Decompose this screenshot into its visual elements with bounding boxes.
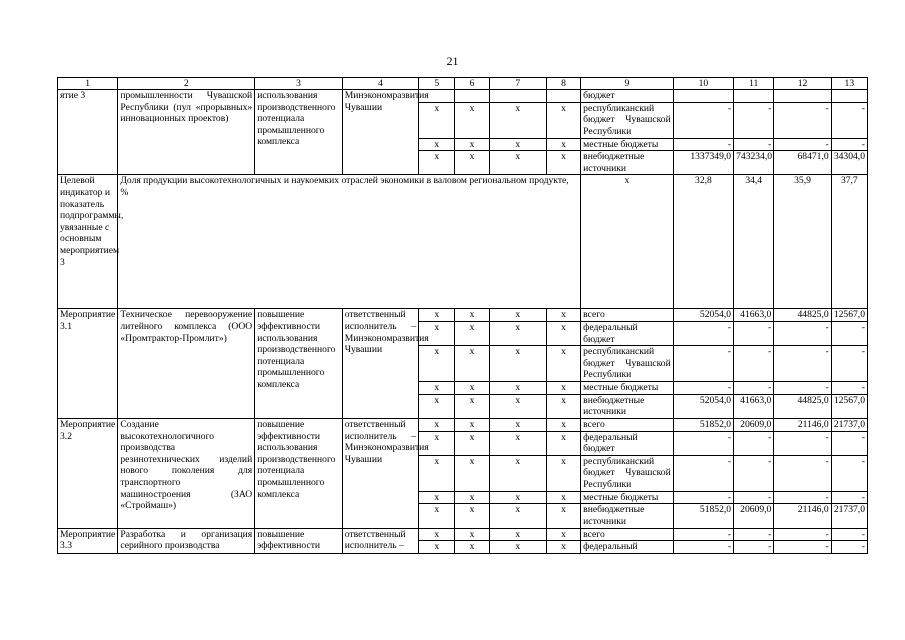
funding-source: всего bbox=[581, 418, 674, 431]
x-cell: x bbox=[455, 491, 489, 504]
value-year-1: 52054,0 bbox=[673, 394, 733, 418]
activity-executor: Минэкономразвития Чувашии bbox=[342, 90, 418, 175]
funding-source: всего bbox=[581, 309, 674, 322]
x-cell: x bbox=[419, 491, 455, 504]
value-year-3: - bbox=[774, 455, 831, 491]
value-year-1: - bbox=[673, 528, 733, 541]
value-year-4: 21737,0 bbox=[831, 418, 867, 431]
funding-source: федеральный бюджет bbox=[581, 321, 674, 345]
value-year-2: - bbox=[734, 491, 774, 504]
x-cell: x bbox=[455, 346, 489, 382]
funding-source: федеральный bbox=[581, 541, 674, 554]
column-number-4: 4 bbox=[342, 78, 418, 90]
value-year-1: - bbox=[673, 138, 733, 151]
value-year-4: - bbox=[831, 491, 867, 504]
activity-label: Мероприятие 3.1 bbox=[58, 309, 118, 419]
value-year-3: - bbox=[774, 138, 831, 151]
x-cell: x bbox=[546, 346, 580, 382]
value-year-3: - bbox=[774, 346, 831, 382]
header-row bbox=[58, 78, 868, 90]
value-year-3: - bbox=[774, 382, 831, 395]
x-cell: x bbox=[489, 382, 546, 395]
activity-goal: повышение эффективности использования производственного потенциала промышленного комплекса bbox=[255, 309, 343, 419]
value-year-2: - bbox=[734, 138, 774, 151]
x-cell: x bbox=[455, 504, 489, 528]
activity-goal: использования производственного потенциала промышленного комплекса bbox=[255, 90, 343, 175]
value-year-3: - bbox=[774, 431, 831, 455]
funding-source: местные бюджеты bbox=[581, 382, 674, 395]
value-year-2: - bbox=[734, 431, 774, 455]
x-cell: x bbox=[455, 138, 489, 151]
value-year-1: 1337349,0 bbox=[673, 151, 733, 175]
funding-source: федеральный бюджет bbox=[581, 431, 674, 455]
value-year-2: - bbox=[734, 455, 774, 491]
x-cell: x bbox=[489, 528, 546, 541]
x-cell: x bbox=[489, 455, 546, 491]
table-row bbox=[58, 418, 868, 431]
x-cell: x bbox=[489, 346, 546, 382]
value-year-1 bbox=[673, 90, 733, 103]
value-year-1: 51852,0 bbox=[673, 418, 733, 431]
x-cell: x bbox=[419, 455, 455, 491]
value-year-4: 34304,0 bbox=[831, 151, 867, 175]
value-year-4: - bbox=[831, 346, 867, 382]
value-year-3: - bbox=[774, 491, 831, 504]
x-cell: x bbox=[419, 151, 455, 175]
x-cell: x bbox=[489, 309, 546, 322]
value-year-4: - bbox=[831, 528, 867, 541]
value-year-4: 12567,0 bbox=[831, 394, 867, 418]
column-number-7: 7 bbox=[489, 78, 546, 90]
value-year-2: 20609,0 bbox=[734, 418, 774, 431]
funding-source: республиканский бюджет Чувашской Республики bbox=[581, 346, 674, 382]
x-cell: x bbox=[419, 431, 455, 455]
value-year-2 bbox=[734, 90, 774, 103]
x-cell: x bbox=[419, 382, 455, 395]
column-number-8: 8 bbox=[546, 78, 580, 90]
x-cell: x bbox=[455, 321, 489, 345]
x-cell: x bbox=[455, 418, 489, 431]
value-year-3: 21146,0 bbox=[774, 418, 831, 431]
value-year-2: 743234,0 bbox=[734, 151, 774, 175]
x-cell: x bbox=[546, 138, 580, 151]
funding-source: местные бюджеты bbox=[581, 491, 674, 504]
x-cell: x bbox=[489, 418, 546, 431]
x-cell bbox=[546, 90, 580, 103]
value-year-2: - bbox=[734, 541, 774, 554]
value-year-1: - bbox=[673, 491, 733, 504]
x-cell: x bbox=[546, 418, 580, 431]
funding-source: местные бюджеты bbox=[581, 138, 674, 151]
column-number-1: 1 bbox=[58, 78, 118, 90]
column-number-9: 9 bbox=[581, 78, 674, 90]
x-cell: x bbox=[419, 541, 455, 554]
value-year-3 bbox=[774, 90, 831, 103]
activity-name: Техническое перевооружение литейного комплекса (ООО «Промтрактор-Промлит») bbox=[118, 309, 255, 419]
activity-executor: ответственный исполнитель – Минэкономразвития Чувашии bbox=[342, 309, 418, 419]
value-year-2: - bbox=[734, 382, 774, 395]
x-cell: x bbox=[455, 455, 489, 491]
x-cell: x bbox=[546, 491, 580, 504]
funding-source: внебюджетные источники bbox=[581, 504, 674, 528]
x-cell: x bbox=[455, 102, 489, 138]
x-cell: x bbox=[419, 102, 455, 138]
value-year-3: - bbox=[774, 321, 831, 345]
x-cell: x bbox=[489, 321, 546, 345]
value-year-2: - bbox=[734, 528, 774, 541]
x-cell: x bbox=[546, 528, 580, 541]
value-year-2: - bbox=[734, 346, 774, 382]
x-cell: x bbox=[546, 431, 580, 455]
value-year-1: 52054,0 bbox=[673, 309, 733, 322]
value-year-4: - bbox=[831, 541, 867, 554]
target-value-4: 37,7 bbox=[831, 175, 867, 309]
value-year-2: 20609,0 bbox=[734, 504, 774, 528]
value-year-4: - bbox=[831, 431, 867, 455]
funding-source: внебюджетные источники bbox=[581, 394, 674, 418]
target-value-3: 35,9 bbox=[774, 175, 831, 309]
x-cell: x bbox=[546, 382, 580, 395]
x-cell: x bbox=[489, 102, 546, 138]
activity-name: промышленности Чувашской Республики (пул «прорывных» инновационных проектов) bbox=[118, 90, 255, 175]
value-year-3: - bbox=[774, 541, 831, 554]
value-year-3: 21146,0 bbox=[774, 504, 831, 528]
activity-label: Мероприятие 3.3 bbox=[58, 528, 118, 553]
value-year-1: 51852,0 bbox=[673, 504, 733, 528]
x-cell: x bbox=[455, 528, 489, 541]
x-cell: x bbox=[455, 394, 489, 418]
x-cell: x bbox=[419, 504, 455, 528]
activity-goal: повышение эффективности использования производственного потенциала промышленного комплекса bbox=[255, 418, 343, 528]
x-cell: x bbox=[489, 138, 546, 151]
x-cell: x bbox=[489, 491, 546, 504]
value-year-4: - bbox=[831, 382, 867, 395]
column-number-5: 5 bbox=[419, 78, 455, 90]
value-year-4: - bbox=[831, 321, 867, 345]
x-cell: x bbox=[489, 394, 546, 418]
page-number: 21 bbox=[446, 54, 459, 68]
funding-source: внебюджетные источники bbox=[581, 151, 674, 175]
activity-executor: ответственный исполнитель – bbox=[342, 528, 418, 553]
x-cell: x bbox=[419, 321, 455, 345]
value-year-3: 44825,0 bbox=[774, 309, 831, 322]
x-cell bbox=[455, 90, 489, 103]
x-cell: x bbox=[489, 431, 546, 455]
x-cell: x bbox=[546, 309, 580, 322]
x-cell: x bbox=[455, 431, 489, 455]
value-year-4: - bbox=[831, 455, 867, 491]
target-indicator-description: Доля продукции высокотехнологичных и наукоемких отраслей экономики в валовом региональном продукте, % bbox=[118, 175, 581, 309]
x-cell: x bbox=[581, 175, 674, 309]
x-cell: x bbox=[489, 504, 546, 528]
value-year-2: - bbox=[734, 102, 774, 138]
value-year-2: - bbox=[734, 321, 774, 345]
table-row bbox=[58, 309, 868, 322]
value-year-1: - bbox=[673, 382, 733, 395]
table-row bbox=[58, 90, 868, 103]
x-cell: x bbox=[546, 321, 580, 345]
value-year-1: - bbox=[673, 541, 733, 554]
x-cell: x bbox=[455, 151, 489, 175]
column-number-11: 11 bbox=[734, 78, 774, 90]
x-cell bbox=[489, 90, 546, 103]
activity-name: Разработка и организация серийного производства bbox=[118, 528, 255, 553]
x-cell: x bbox=[546, 455, 580, 491]
x-cell: x bbox=[419, 138, 455, 151]
x-cell: x bbox=[455, 541, 489, 554]
value-year-4: - bbox=[831, 138, 867, 151]
funding-source: республиканский бюджет Чувашской Республики bbox=[581, 102, 674, 138]
x-cell: x bbox=[489, 151, 546, 175]
x-cell: x bbox=[419, 394, 455, 418]
x-cell: x bbox=[419, 418, 455, 431]
program-table bbox=[57, 77, 868, 554]
value-year-1: - bbox=[673, 455, 733, 491]
activity-label: ятие 3 bbox=[58, 90, 118, 175]
activity-name: Создание высокотехнологичного производства резинотехнических изделий нового поколения для транспортного машиностроения (ЗАО «Строймаш») bbox=[118, 418, 255, 528]
x-cell: x bbox=[546, 541, 580, 554]
x-cell: x bbox=[489, 541, 546, 554]
x-cell: x bbox=[419, 528, 455, 541]
column-number-12: 12 bbox=[774, 78, 831, 90]
activity-label: Мероприятие 3.2 bbox=[58, 418, 118, 528]
target-value-2: 34,4 bbox=[734, 175, 774, 309]
column-number-10: 10 bbox=[673, 78, 733, 90]
funding-source: бюджет bbox=[581, 90, 674, 103]
value-year-3: 68471,0 bbox=[774, 151, 831, 175]
value-year-1: - bbox=[673, 321, 733, 345]
x-cell: x bbox=[546, 151, 580, 175]
value-year-2: 41663,0 bbox=[734, 309, 774, 322]
value-year-2: 41663,0 bbox=[734, 394, 774, 418]
funding-source: республиканский бюджет Чувашской Республики bbox=[581, 455, 674, 491]
value-year-1: - bbox=[673, 431, 733, 455]
target-indicator-row bbox=[58, 175, 868, 309]
value-year-3: 44825,0 bbox=[774, 394, 831, 418]
value-year-3: - bbox=[774, 528, 831, 541]
value-year-3: - bbox=[774, 102, 831, 138]
column-number-13: 13 bbox=[831, 78, 867, 90]
x-cell: x bbox=[546, 504, 580, 528]
value-year-4 bbox=[831, 90, 867, 103]
column-number-2: 2 bbox=[118, 78, 255, 90]
x-cell: x bbox=[455, 382, 489, 395]
value-year-4: - bbox=[831, 102, 867, 138]
x-cell: x bbox=[546, 102, 580, 138]
x-cell: x bbox=[455, 309, 489, 322]
target-value-1: 32,8 bbox=[673, 175, 733, 309]
x-cell: x bbox=[546, 394, 580, 418]
value-year-4: 21737,0 bbox=[831, 504, 867, 528]
activity-executor: ответственный исполнитель – Минэкономразвития Чувашии bbox=[342, 418, 418, 528]
value-year-1: - bbox=[673, 102, 733, 138]
x-cell: x bbox=[419, 309, 455, 322]
value-year-1: - bbox=[673, 346, 733, 382]
column-number-6: 6 bbox=[455, 78, 489, 90]
table-row bbox=[58, 528, 868, 541]
funding-source: всего bbox=[581, 528, 674, 541]
value-year-4: 12567,0 bbox=[831, 309, 867, 322]
activity-goal: повышение эффективности bbox=[255, 528, 343, 553]
x-cell: x bbox=[419, 346, 455, 382]
target-indicator-label: Целевой индикатор и показатель подпрограммы, увязанные с основным мероприятием 3 bbox=[58, 175, 118, 309]
column-number-3: 3 bbox=[255, 78, 343, 90]
